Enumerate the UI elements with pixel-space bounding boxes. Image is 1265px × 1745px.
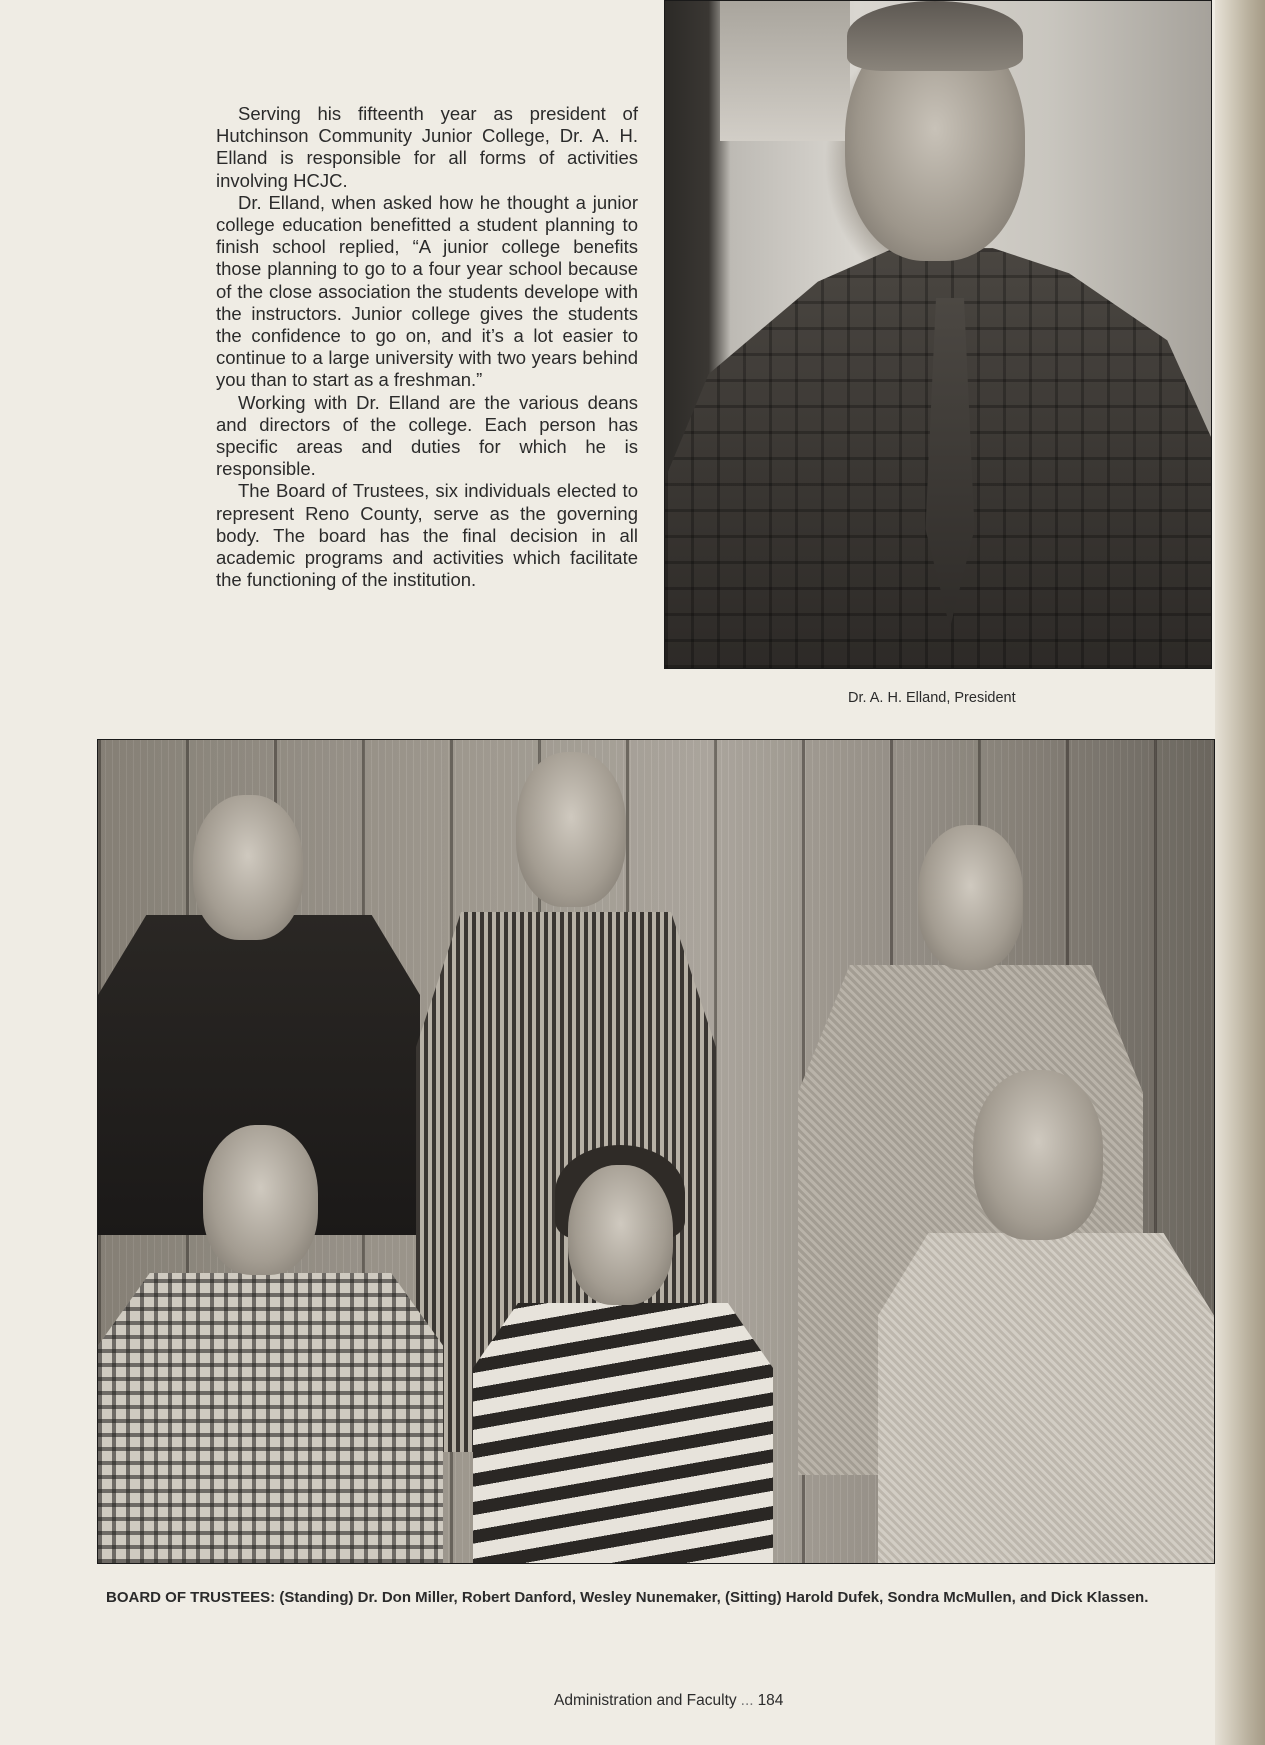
article-paragraph: Serving his fifteenth year as president of Hutchinson Community Junior College, Dr. A. H. Elland is responsible for all forms of activities involving HCJC. <box>216 103 638 191</box>
page-binding-edge <box>1215 0 1265 1745</box>
face <box>568 1165 673 1305</box>
trustee-sitting-center <box>473 1145 773 1563</box>
board-caption: BOARD OF TRUSTEES: (Standing) Dr. Don Miller, Robert Danford, Wesley Nunemaker, (Sitting) Harold Dufek, Sondra McMullen, and Dick Klassen. <box>106 1589 1149 1606</box>
president-caption: Dr. A. H. Elland, President <box>848 690 1016 706</box>
face <box>973 1070 1103 1240</box>
page-footer <box>554 1692 783 1710</box>
footer-section-title: Administration and Faculty <box>554 1692 737 1709</box>
trustee-sitting-right <box>878 1070 1214 1563</box>
window-background <box>720 1 850 141</box>
face <box>516 752 626 907</box>
face <box>193 795 303 940</box>
article-paragraph: The Board of Trustees, six individuals elected to represent Reno County, serve as the governing body. The board has the final decision in all academic programs and activities which facilitate the functioning of the institution. <box>216 480 638 591</box>
article-body <box>216 103 638 591</box>
trustee-sitting-left <box>98 1125 443 1563</box>
face <box>918 825 1023 970</box>
checked-jacket <box>98 1273 443 1563</box>
president-hair <box>847 1 1023 71</box>
pale-jacket <box>878 1233 1214 1563</box>
article-paragraph: Dr. Elland, when asked how he thought a junior college education benefitted a student planning to finish school replied, “A junior college benefits those planning to go to a four year school because of the close association the students develope with the instructors. Junior college gives the students the confidence to go on, and it’s a lot easier to continue to a large university with two years behind you than to start as a freshman.” <box>216 191 638 391</box>
board-of-trustees-photo <box>97 739 1215 1564</box>
face <box>203 1125 318 1275</box>
striped-blouse <box>473 1303 773 1563</box>
president-photo <box>664 0 1212 669</box>
footer-separator: ... <box>740 1692 754 1709</box>
page-number: 184 <box>757 1692 784 1709</box>
article-paragraph: Working with Dr. Elland are the various deans and directors of the college. Each person has specific areas and duties for which he is responsible. <box>216 391 638 480</box>
